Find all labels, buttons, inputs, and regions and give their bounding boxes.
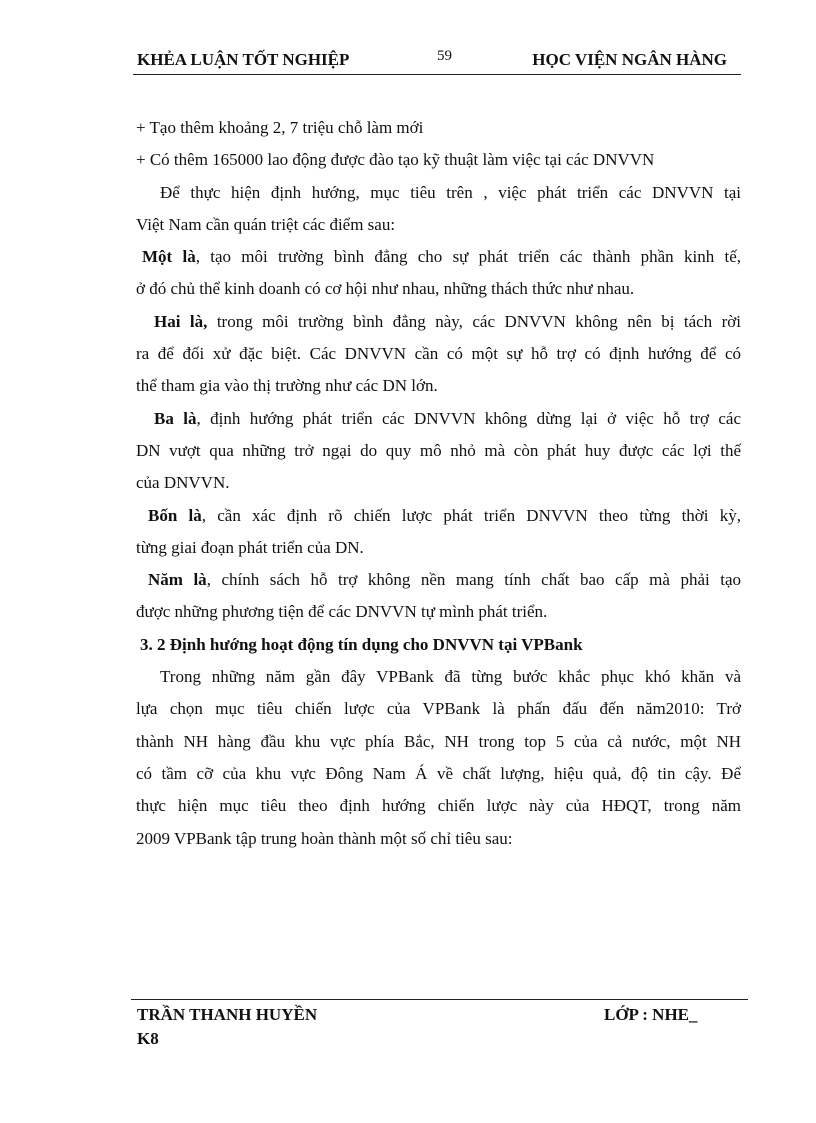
paragraph-line: thực hiện mục tiêu theo định hướng chiến lược này của HĐQT, trong năm [136,796,741,816]
header-institution: HỌC VIỆN NGÂN HÀNG [532,50,727,69]
paragraph-line: lựa chọn mục tiêu chiến lược của VPBank là phấn đấu đến năm2010: Trở [136,699,741,719]
page-number: 59 [437,48,452,64]
paragraph-line: DN vượt qua những trở ngại do quy mô nhỏ mà còn phát huy được các lợi thế [136,440,741,460]
point-five-line [136,564,741,596]
footer-class-code: K8 [137,1029,159,1048]
point-one-line [136,241,741,273]
point-five-label: Năm là [148,570,207,590]
point-three-text: , định hướng phát triển các DNVVN không dừng lại ở việc hỗ trợ các [196,408,742,428]
paragraph-line: có tầm cỡ của khu vực Đông Nam Á về chất lượng, hiệu quả, độ tin cậy. Để [136,763,741,783]
point-three-line [136,403,741,435]
paragraph-line: từng giai đoạn phát triển của DN. [136,537,364,557]
point-two-label: Hai là, [154,311,208,331]
point-four-line [136,500,741,532]
section-heading: 3. 2 Định hướng hoạt động tín dụng cho DNVVN tại VPBank [140,634,583,654]
bullet-line: + Tạo thêm khoảng 2, 7 triệu chỗ làm mới [136,118,424,137]
header-thesis-title: KHẺA LUẬN TỐT NGHIỆP [137,50,350,69]
paragraph-line: thể tham gia vào thị trường như các DN lớn. [136,376,438,396]
footer-author-name: TRẦN THANH HUYỀN [137,1005,318,1024]
page-header [133,46,741,75]
paragraph-line: ở đó chủ thể kinh doanh có cơ hội như nhau, những thách thức như nhau. [136,279,635,299]
bullet-line: + Có thêm 165000 lao động được đào tạo kỹ thuật làm việc tại các DNVVN [136,150,655,170]
point-one-label: Một là [142,247,196,267]
point-two-line [136,306,741,338]
paragraph-line: Trong những năm gần đây VPBank đã từng bước khắc phục khó khăn và [160,667,741,687]
footer-divider [131,999,748,1000]
page-body [136,112,741,855]
point-four-text: , cần xác định rõ chiến lược phát triển DNVVN theo từng thời kỳ, [201,505,741,525]
paragraph-line: ra để đối xử đặc biệt. Các DNVVN cần có một sự hỗ trợ có định hướng để có [136,344,741,364]
paragraph-line: 2009 VPBank tập trung hoàn thành một số chỉ tiêu sau: [136,828,513,848]
paragraph-line: Để thực hiện định hướng, mục tiêu trên , việc phát triển các DNVVN tại [160,182,741,202]
paragraph-line: Việt Nam cần quán triệt các điểm sau: [136,214,396,234]
point-one-text: , tạo môi trường bình đẳng cho sự phát triển các thành phần kinh tế, [195,247,741,267]
point-three-label: Ba là [154,408,197,428]
paragraph-line: của DNVVN. [136,473,230,493]
point-two-text: trong môi trường bình đẳng này, các DNVVN không nên bị tách rời [207,311,742,331]
point-four-label: Bốn là [148,505,202,525]
paragraph-line: được những phương tiện để các DNVVN tự mình phát triển. [136,602,548,622]
footer-class-label: LỚP : NHE_ [604,1005,698,1024]
point-five-text: , chính sách hỗ trợ không nền mang tính chất bao cấp mà phải tạo [206,570,741,590]
paragraph-line: thành NH hàng đầu khu vực phía Bắc, NH trong top 5 của cả nước, một NH [136,731,741,751]
